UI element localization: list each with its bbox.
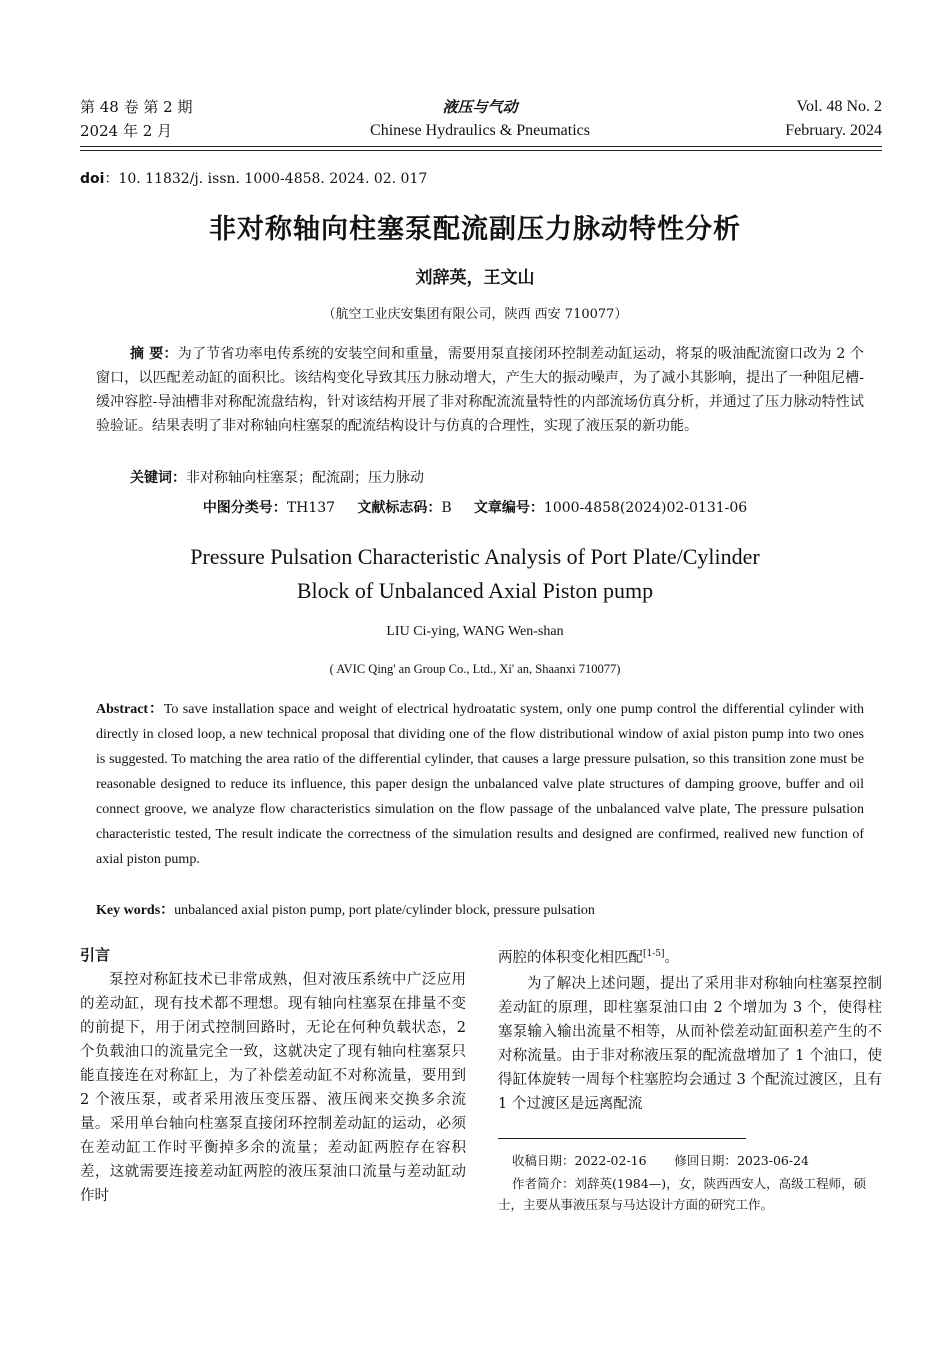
header-rule: [80, 146, 882, 147]
header-rule-thin: [80, 150, 882, 151]
footnote-author: [498, 1173, 882, 1215]
abstract-en-label: Abstract：: [96, 702, 164, 717]
doc-code-label: 文献标志码：: [357, 500, 442, 516]
journal-date-en: February. 2024: [785, 122, 882, 139]
authors-en: LIU Ci-ying, WANG Wen-shan: [386, 624, 564, 639]
article-no-value: 1000-4858(2024)02-0131-06: [543, 500, 748, 516]
continuation-end: 。: [664, 949, 680, 966]
abstract-cn: [96, 342, 864, 438]
citation-ref[interactable]: [1-5]: [643, 949, 665, 959]
keywords-en: [96, 898, 864, 923]
keywords-en-label: Key words：: [96, 903, 175, 918]
keywords-cn-text: 非对称轴向柱塞泵；配流副；压力脉动: [186, 470, 424, 486]
page-title-en-line2: Block of Unbalanced Axial Piston pump: [296, 578, 654, 603]
author-bio-text: 刘辞英(1984—)，女，陕西西安人，高级工程师，硕士，主要从事液压泵与马达设计方面的研究工作。: [498, 1176, 867, 1212]
affiliation-en: ( AVIC Qing' an Group Co., Ltd., Xi' an, Shaanxi 710077): [329, 662, 621, 676]
footnote-rule: [498, 1138, 746, 1139]
clc-value: TH137: [286, 500, 336, 516]
page-title-cn: 非对称轴向柱塞泵配流副压力脉动特性分析: [209, 214, 741, 245]
doi-value: ：10. 11832/j. issn. 1000-4858. 2024. 02. 017: [104, 171, 428, 187]
doi-label: doi: [80, 171, 105, 187]
intro-continuation: [498, 942, 882, 970]
journal-name-en: Chinese Hydraulics & Pneumatics: [370, 122, 590, 139]
author-bio-label: 作者简介：: [512, 1176, 575, 1191]
doc-code-value: B: [441, 500, 452, 516]
continuation-text: 两腔的体积变化相匹配: [498, 949, 643, 966]
intro-paragraph-1: 泵控对称缸技术已非常成熟，但对液压系统中广泛应用的差动缸，现有技术都不理想。现有轴向柱塞泵在排量不变的前提下，用于闭式控制回路时，无论在何种负载状态，2 个负载油口的流量完全一致，这就决定了现有轴向柱塞泵只能直接连在对称缸上，为了补偿差动缸不对称流量，要用到 2 个液压泵，或者采用液压变压器、液压阀来交换多余流量。采用单台轴向柱塞泵直接闭环控制差动缸的运动，必须在差动缸工作时平衡掉多余的流量；差动缸两腔存在容积差，这就需要连接差动缸两腔的液压泵油口流量与差动缸动作时: [80, 972, 466, 1204]
abstract-en: [96, 697, 864, 872]
authors-cn: 刘辞英，王文山: [415, 268, 535, 288]
revised-label: 修回日期：: [674, 1153, 737, 1168]
classification-line: [0, 497, 950, 517]
page-title-en-line1: Pressure Pulsation Characteristic Analysis of Port Plate/Cylinder: [190, 544, 760, 569]
affiliation-cn: （航空工业庆安集团有限公司，陕西 西安 710077）: [322, 307, 628, 322]
body-left-column: [80, 968, 466, 1208]
doi: [80, 168, 427, 188]
journal-name-cn: 液压与气动: [442, 98, 518, 116]
abstract-cn-label: 摘 要：: [130, 346, 178, 362]
footnote-dates: [512, 1150, 882, 1171]
keywords-en-text: unbalanced axial piston pump, port plate/cylinder block, pressure pulsation: [174, 903, 595, 918]
received-label: 收稿日期：: [512, 1153, 575, 1168]
keywords-cn: [130, 466, 424, 490]
abstract-cn-text: 为了节省功率电传系统的安装空间和重量，需要用泵直接闭环控制差动缸运动，将泵的吸油配流窗口改为 2 个窗口，以匹配差动缸的面积比。该结构变化导致其压力脉动增大，产生大的振动噪声，为了减小其影响，提出了一种阻尼槽-缓冲容腔-导油槽非对称配流盘结构，针对该结构开展了非对称配流流量特性的内部流场仿真分析，并通过了压力脉动特性试验验证。结果表明了非对称轴向柱塞泵的配流结构设计与仿真的合理性，实现了液压泵的新功能。: [96, 346, 864, 434]
journal-volume-en: Vol. 48 No. 2: [796, 98, 882, 115]
journal-date-cn: 2024 年 2 月: [80, 122, 173, 140]
abstract-en-text: To save installation space and weight of electrical hydroatatic system, only one pump control the differential cylinder with directly in closed loop, a new technical proposal that dividing one of the flow distributional window of axial piston pump into two ones is suggested. To matching the area ratio of the differential cylinder, that causes a large pressure pulsation, so this transition zone must be reasonable designed to reduce its influence, this paper design the unbalanced valve plate structures of damping groove, buffer and oil connect groove, we analyze flow characteristics simulation on the flow passage of the unbalanced valve plate, The pressure pulsation characteristic tested, The result indicate the correctness of the simulation results and designed are confirmed, realived new function of axial piston pump.: [96, 702, 864, 867]
intro-paragraph-2: 为了解决上述问题，提出了采用非对称轴向柱塞泵控制差动缸的原理，即柱塞泵油口由 2 个增加为 3 个，使得柱塞泵输入输出流量不相等，从而补偿差动缸面积差产生的不对称流量。由于非对称液压泵的配流盘增加了 1 个油口，使得缸体旋转一周每个柱塞腔均会通过 3 个配流过渡区，且有 1 个过渡区是远离配流: [498, 975, 882, 1112]
received-date: 2022-02-16: [574, 1153, 647, 1168]
article-no-label: 文章编号：: [473, 500, 544, 516]
body-right-column: [498, 942, 882, 1116]
clc-label: 中图分类号：: [202, 500, 287, 516]
keywords-cn-label: 关键词：: [130, 470, 186, 486]
revised-date: 2023-06-24: [736, 1153, 810, 1168]
journal-volume: 第 48 卷 第 2 期: [80, 98, 193, 116]
section-title-intro: 引言: [80, 946, 111, 964]
